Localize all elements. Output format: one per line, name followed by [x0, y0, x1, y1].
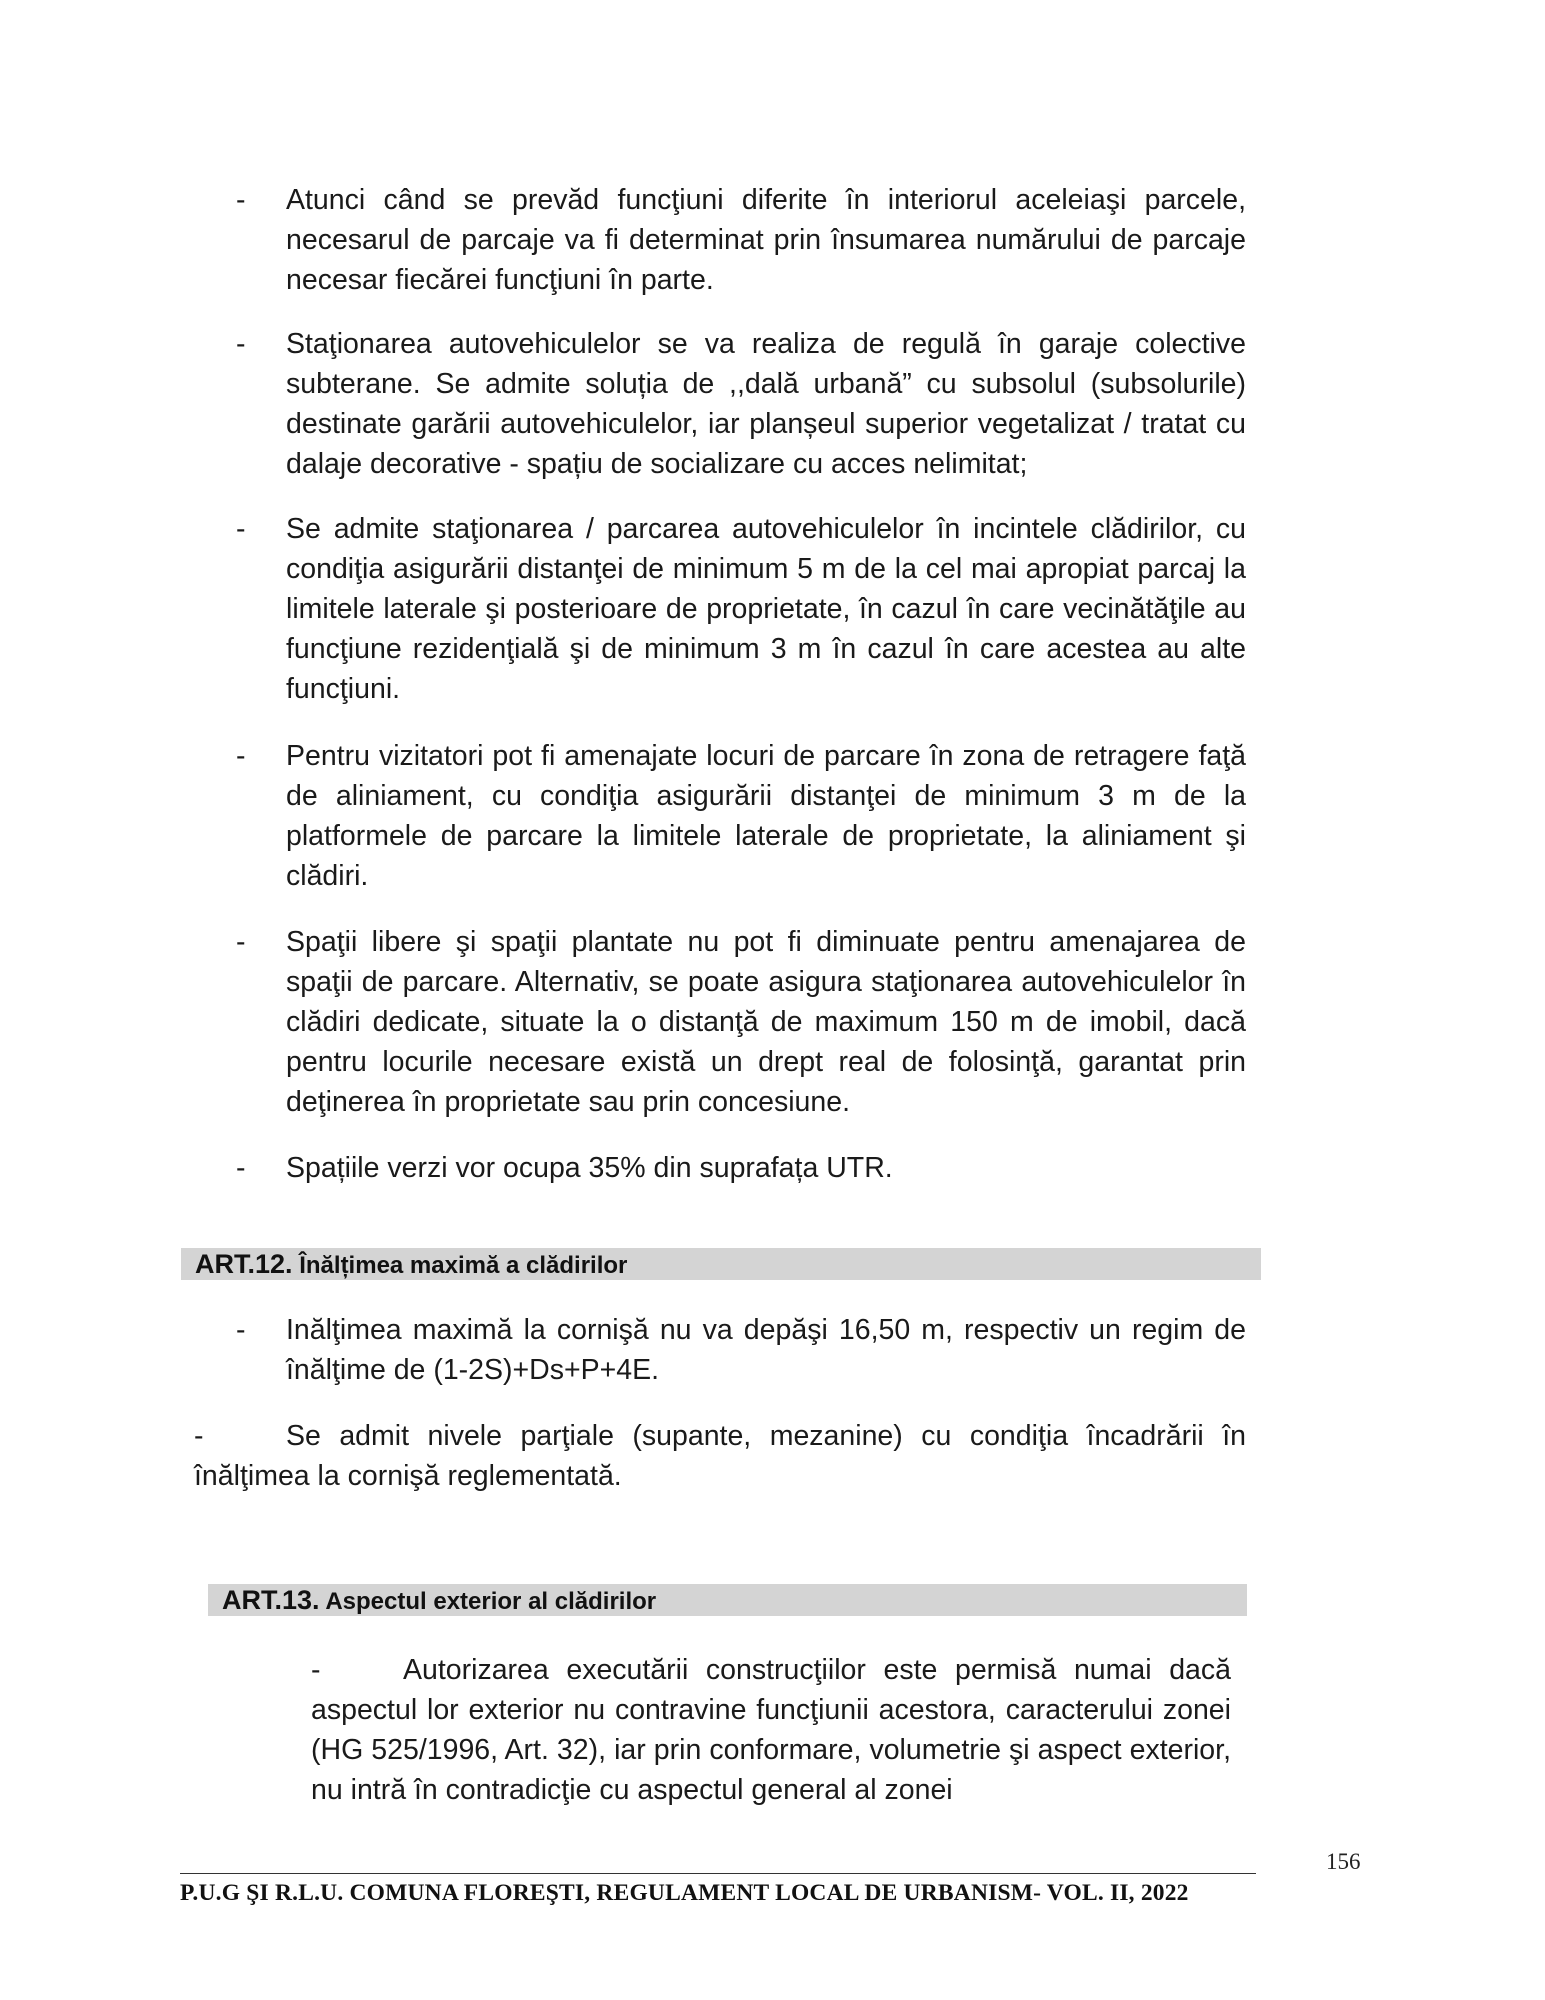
- list-item: [236, 1148, 1246, 1188]
- bullet-text: Spaţii libere şi spaţii plantate nu pot fi diminuate pentru amenajarea de spaţii de parcare. Alternativ, se poate asigura staţionarea autovehiculelor în clădiri dedicate, situate la o distanţă de maximum 150 m de imobil, dacă pentru locurile necesare există un drept real de folosinţă, garantat prin deţinerea în proprietate sau prin concesiune.: [286, 926, 1246, 1118]
- section-number: ART.13.: [222, 1585, 320, 1615]
- list-item: [236, 324, 1246, 484]
- paragraph-text: Se admit nivele parţiale (supante, mezanine) cu condiţia încadrării în înălţimea la cornişă reglementată.: [194, 1420, 1246, 1492]
- section-heading-art12: [181, 1248, 1261, 1280]
- bullet-dash: -: [236, 926, 246, 958]
- bullet-text: Staţionarea autovehiculelor se va realiza de regulă în garaje colective subterane. Se admite soluția de ,,dală urbană” cu subsolul (subsolurile) destinate garării autovehiculelor, iar planșeul superior vegetalizat / tratat cu dalaje decorative - spațiu de socializare cu acces nelimitat;: [286, 328, 1246, 480]
- paragraph: [194, 1416, 1246, 1496]
- list-item: [236, 1310, 1246, 1390]
- bullet-dash: -: [236, 1314, 246, 1346]
- section-title: Înălțimea maximă a clădirilor: [299, 1252, 628, 1279]
- page-number: 156: [1326, 1849, 1361, 1874]
- paragraph-dash: -: [311, 1654, 321, 1686]
- list-item: [236, 180, 1246, 300]
- bullet-text: Atunci când se prevăd funcţiuni diferite în interiorul aceleiaşi parcele, necesarul de parcaje va fi determinat prin însumarea numărului de parcaje necesar fiecărei funcţiuni în parte.: [286, 184, 1246, 296]
- bullet-text: Spațiile verzi vor ocupa 35% din suprafața UTR.: [286, 1152, 893, 1184]
- bullet-text: Se admite staţionarea / parcarea autovehiculelor în incintele clădirilor, cu condiţia asigurării distanţei de minimum 5 m de la cel mai apropiat parcaj la limitele laterale şi posterioare de proprietate, în cazul în care vecinătăţile au funcţiune rezidenţială şi de minimum 3 m în cazul în care acestea au alte funcţiuni.: [286, 513, 1246, 705]
- bullet-text: Pentru vizitatori pot fi amenajate locuri de parcare în zona de retragere faţă de aliniament, cu condiţia asigurării distanţei de minimum 3 m de la platformele de parcare la limitele laterale de proprietate, la aliniament şi clădiri.: [286, 740, 1246, 892]
- footer-title: P.U.G ŞI R.L.U. COMUNA FLOREŞTI, REGULAMENT LOCAL DE URBANISM- VOL. II, 2022: [180, 1880, 1189, 1906]
- list-item: [236, 922, 1246, 1122]
- section-number: ART.12.: [195, 1249, 293, 1279]
- section-heading-art13: [208, 1584, 1247, 1616]
- bullet-dash: -: [236, 328, 246, 360]
- paragraph-text: Autorizarea executării construcţiilor este permisă numai dacă aspectul lor exterior nu contravine funcţiunii acestora, caracterului zonei (HG 525/1996, Art. 32), iar prin conformare, volumetrie şi aspect exterior, nu intră în contradicţie cu aspectul general al zonei: [311, 1654, 1231, 1806]
- bullet-dash: -: [236, 513, 246, 545]
- section-title: Aspectul exterior al clădirilor: [325, 1588, 657, 1615]
- bullet-dash: -: [236, 184, 246, 216]
- footer-divider: [180, 1873, 1256, 1874]
- list-item: [236, 736, 1246, 896]
- bullet-dash: -: [236, 740, 246, 772]
- list-item: [236, 509, 1246, 709]
- bullet-text: Inălţimea maximă la cornişă nu va depăşi 16,50 m, respectiv un regim de înălţime de (1-2S)+Ds+P+4E.: [286, 1314, 1246, 1386]
- paragraph-dash: -: [194, 1420, 204, 1452]
- paragraph: [311, 1650, 1231, 1810]
- bullet-dash: -: [236, 1152, 246, 1184]
